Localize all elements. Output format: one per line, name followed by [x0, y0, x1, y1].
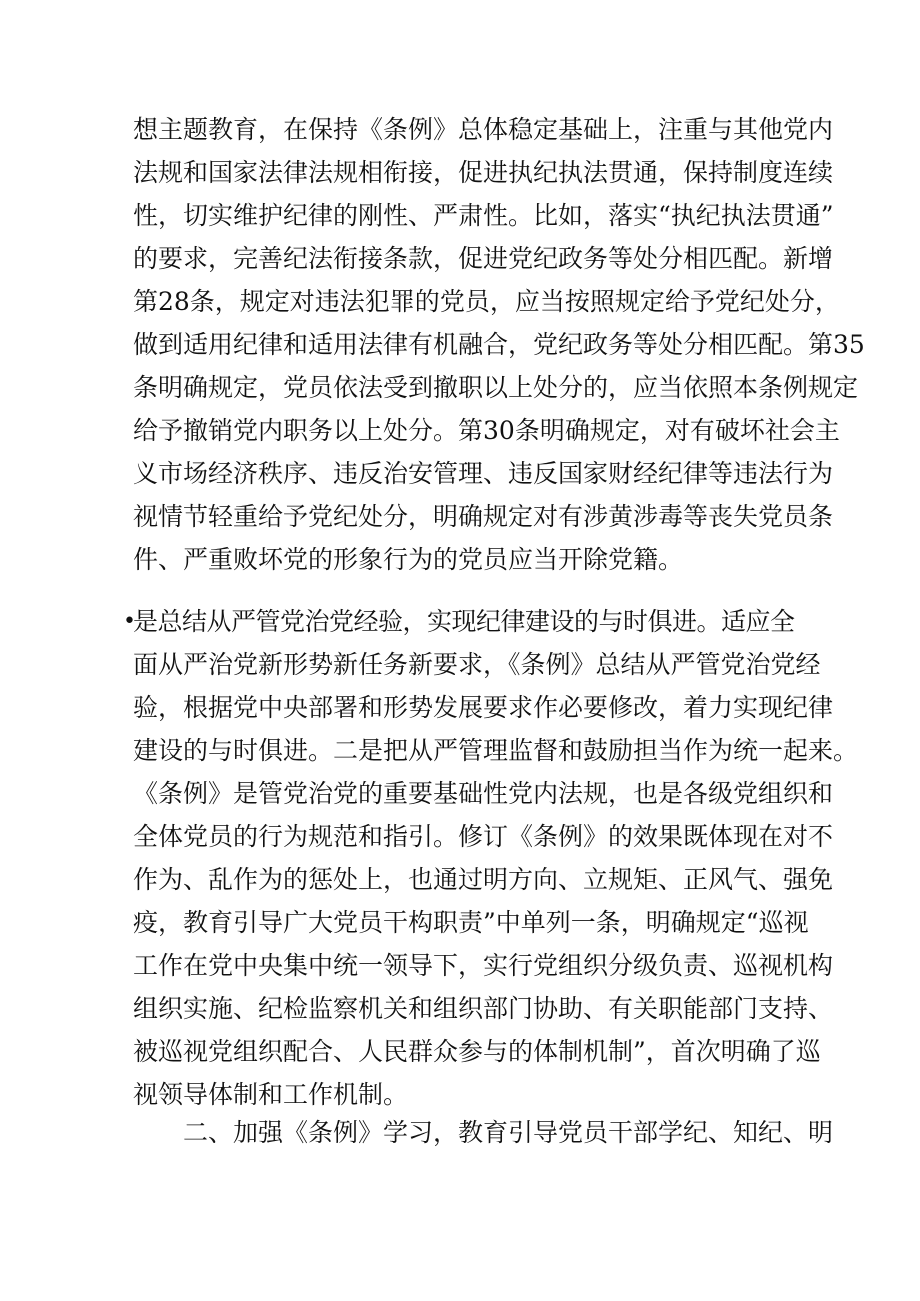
text-line: 视情节轻重给予党纪处分，明确规定对有涉黄涉毒等丧失党员条 [133, 502, 834, 531]
text-line: 条明确规定，党员依法受到撤职以上处分的，应当依照本条例规定 [133, 373, 859, 402]
section-heading-line: 二、加强《条例》学习，教育引导党员干部学纪、知纪、明 [183, 1118, 834, 1147]
paragraph-2 [123, 600, 859, 1116]
text-line: 被巡视党组织配合、人民群众参与的体制机制”，首次明确了巡 [133, 1037, 821, 1066]
text-line: 想主题教育，在保持《条例》总体稳定基础上，注重与其他党内 [133, 115, 834, 144]
text-line: 是总结从严管党治党经验，实现纪律建设的与时俱进。适应全 [133, 607, 795, 636]
text-line: 建设的与时俱进。二是把从严管理监督和鼓励担当作为统一起来。 [133, 736, 859, 765]
text-line: 全体党员的行为规范和指引。修订《条例》的效果既体现在对不 [133, 822, 834, 851]
text-line: 《条例》是管党治党的重要基础性党内法规，也是各级党组织和 [133, 779, 834, 808]
text-line: 视领导体制和工作机制。 [133, 1080, 409, 1109]
paragraph-1 [133, 108, 865, 581]
text-line: 的要求，完善纪法衔接条款，促进党纪政务等处分相匹配。新增 [133, 244, 834, 273]
text-line: 性，切实维护纪律的刚性、严肃性。比如，落实“执纪执法贯通” [133, 201, 834, 230]
text-line: 件、严重败坏党的形象行为的党员应当开除党籍。 [133, 545, 684, 574]
text-line: 面从严治党新形势新任务新要求，《条例》总结从严管党治党经 [133, 650, 821, 679]
text-line: 组织实施、纪检监察机关和组织部门协助、有关职能部门支持、 [133, 994, 834, 1023]
text-line: 第28条，规定对违法犯罪的党员，应当按照规定给予党纪处分， [133, 287, 840, 316]
text-line: 法规和国家法律法规相衔接，促进执纪执法贯通，保持制度连续 [133, 158, 834, 187]
bullet-line [123, 600, 795, 643]
paragraph-3 [133, 1111, 834, 1154]
text-line: 验，根据党中央部署和形势发展要求作必要修改，着力实现纪律 [133, 693, 834, 722]
text-line: 作为、乱作为的惩处上，也通过明方向、立规矩、正风气、强免 [133, 865, 834, 894]
text-line: 做到适用纪律和适用法律有机融合，党纪政务等处分相匹配。第35 [133, 330, 865, 359]
text-line: 工作在党中央集中统一领导下，实行党组织分级负责、巡视机构 [133, 951, 834, 980]
text-line: 给予撤销党内职务以上处分。第30条明确规定，对有破坏社会主 [133, 416, 840, 445]
bullet-marker: • [123, 609, 136, 634]
text-line: 疫，教育引导广大党员干构职责”中单列一条，明确规定“巡视 [133, 908, 809, 937]
text-line: 义市场经济秩序、违反治安管理、违反国家财经纪律等违法行为 [133, 459, 834, 488]
